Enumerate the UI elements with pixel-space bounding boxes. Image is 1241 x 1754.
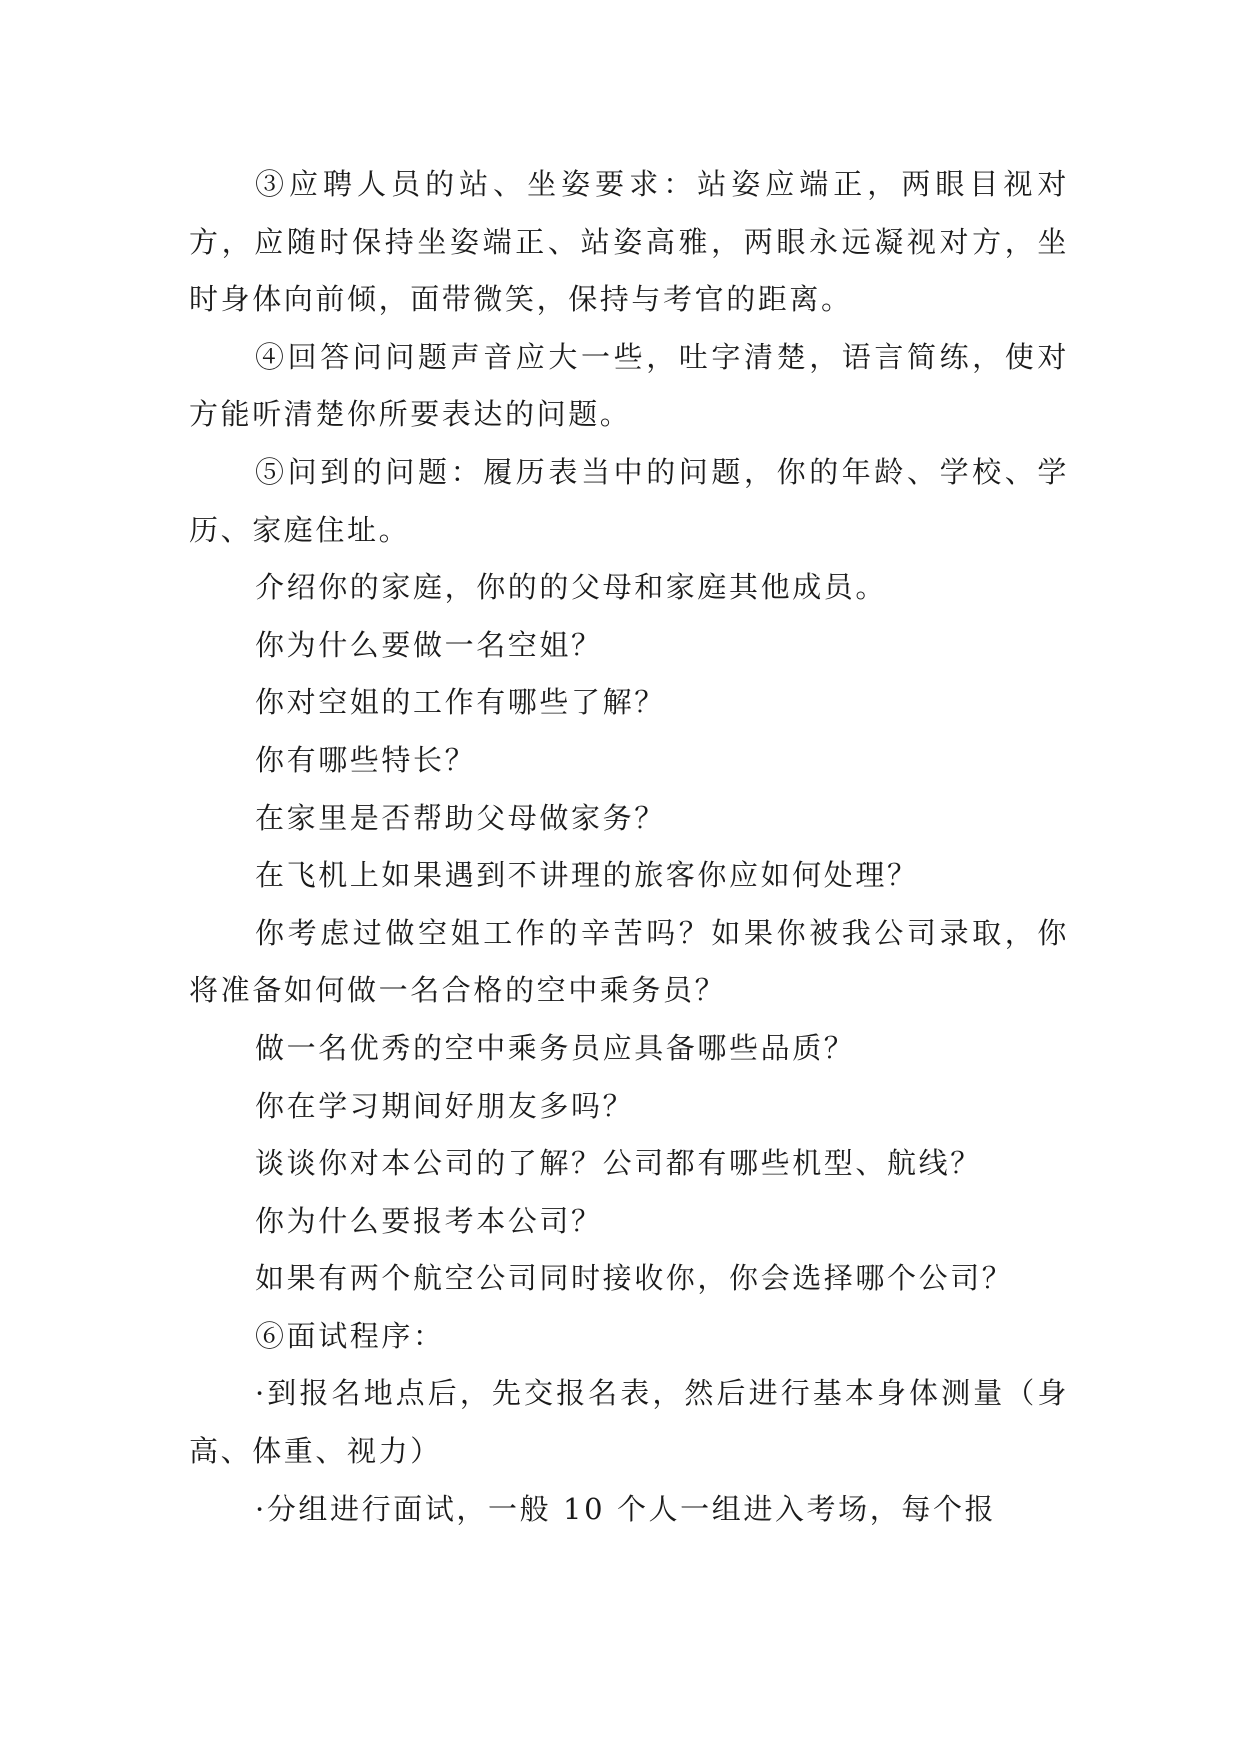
- paragraph-question-why-company: 你为什么要报考本公司？: [255, 1203, 603, 1238]
- paragraph-question-company-knowledge: 谈谈你对本公司的了解？公司都有哪些机型、航线？: [255, 1146, 982, 1181]
- paragraph-question-job-knowledge: 你对空姐的工作有哪些了解？: [255, 685, 666, 720]
- paragraph-interview-procedure-heading: ⑥面试程序：: [255, 1318, 445, 1353]
- paragraph-question-family: 介绍你的家庭，你的的父母和家庭其他成员。: [255, 570, 888, 605]
- paragraph-question-hardship: 你考虑过做空姐工作的辛苦吗？如果你被我公司录取，你将准备如何做一名合格的空中乘务员？: [189, 915, 1069, 1008]
- paragraph-question-housework: 在家里是否帮助父母做家务？: [255, 800, 666, 835]
- paragraph-question-why-attendant: 你为什么要做一名空姐？: [255, 627, 603, 662]
- paragraph-answer-voice: ④回答问问题声音应大一些，吐字清楚，语言简练，使对方能听清楚你所要表达的问题。: [189, 339, 1069, 432]
- paragraph-question-skills: 你有哪些特长？: [255, 742, 477, 777]
- paragraph-question-unreasonable-passenger: 在飞机上如果遇到不讲理的旅客你应如何处理？: [255, 858, 919, 893]
- paragraph-procedure-groups: ·分组进行面试，一般 10 个人一组进入考场，每个报: [255, 1491, 997, 1526]
- paragraph-question-qualities: 做一名优秀的空中乘务员应具备哪些品质？: [255, 1030, 856, 1065]
- document-body: [189, 156, 1069, 1538]
- paragraph-question-friends: 你在学习期间好朋友多吗？: [255, 1088, 635, 1123]
- paragraph-question-two-offers: 如果有两个航空公司同时接收你，你会选择哪个公司？: [255, 1261, 1014, 1296]
- paragraph-questions-asked: ⑤问到的问题：履历表当中的问题，你的年龄、学校、学历、家庭住址。: [189, 454, 1069, 547]
- paragraph-procedure-registration: ·到报名地点后，先交报名表，然后进行基本身体测量（身高、体重、视力）: [189, 1376, 1069, 1469]
- paragraph-posture-requirements: ③应聘人员的站、坐姿要求：站姿应端正，两眼目视对方，应随时保持坐姿端正、站姿高雅，两眼永远凝视对方，坐时身体向前倾，面带微笑，保持与考官的距离。: [189, 167, 1069, 317]
